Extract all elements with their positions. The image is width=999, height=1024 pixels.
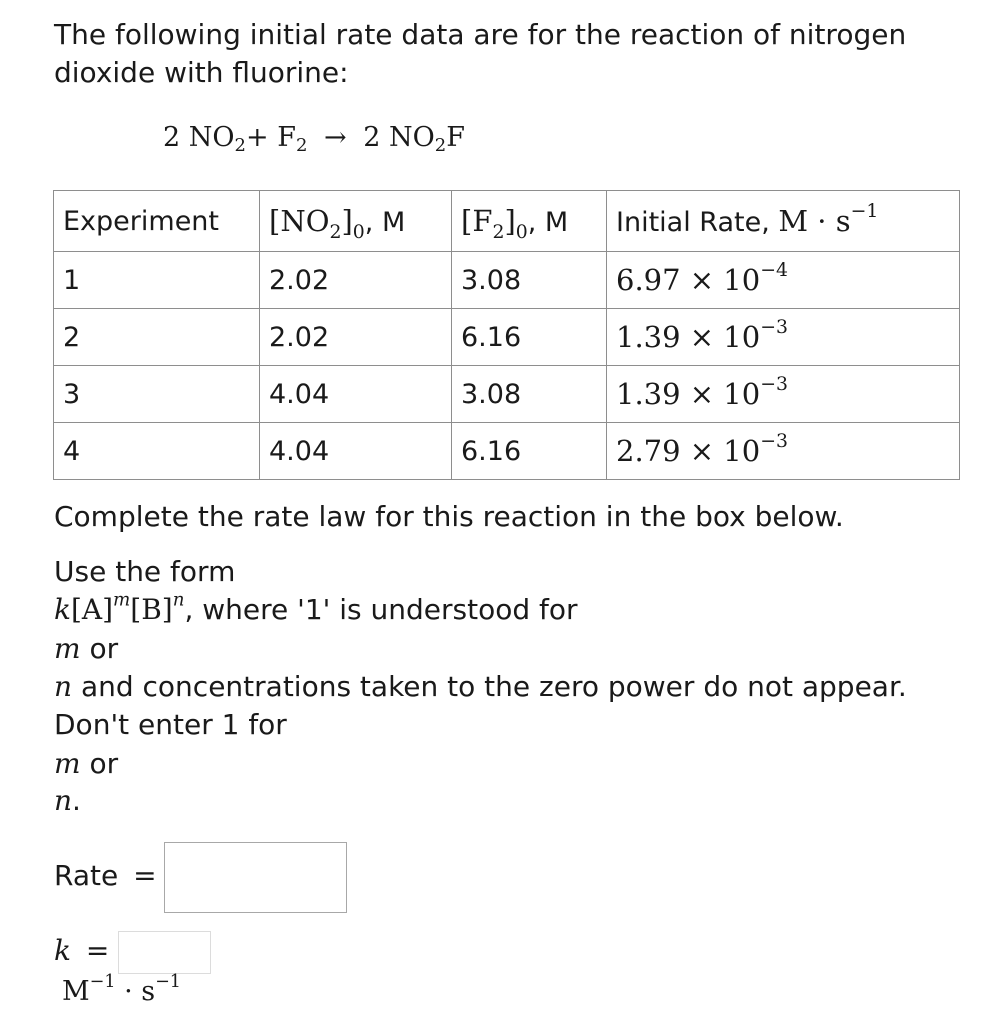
cell-f2: 6.16 [452,309,607,366]
reactant-no2: NO [188,122,235,153]
unit-dot: · [115,976,142,1007]
rate-mantissa: 6.97 × 10 [616,263,761,297]
var-n: n [54,670,73,703]
subscript: 2 [329,221,342,243]
rate-mantissa: 1.39 × 10 [616,320,761,354]
instruction-text: . [72,784,81,817]
cell-rate [607,423,960,480]
rate-exponent: −3 [760,430,788,452]
form-b: [B] [130,593,173,626]
k-units [62,971,181,1007]
header-text: ] [504,204,516,238]
superscript: −1 [850,200,879,222]
table-row [54,309,960,366]
product-no2f: NO [389,122,435,153]
intro-text: The following initial rate data are for the reaction of nitrogen dioxide with fluorine: [54,18,907,89]
instruction-text: , where '1' is understood for [184,593,578,626]
form-n: n [172,589,185,611]
subscript: 2 [234,135,246,156]
rate-label: Rate [54,859,119,892]
header-text: [NO [269,204,330,238]
cell-f2: 3.08 [452,366,607,423]
instruction-n-and [54,668,907,706]
header-no2 [260,191,452,252]
plus-sign: + [246,122,269,153]
cell-no2: 4.04 [260,423,452,480]
subscript: 0 [515,221,528,243]
unit-m-exponent: −1 [89,971,116,992]
subscript: 2 [434,135,447,156]
instruction-text: or [80,632,119,665]
rate-mantissa: 1.39 × 10 [616,377,761,411]
reactant-f2: F [277,122,296,153]
instruction-form-line [54,591,578,629]
cell-rate [607,366,960,423]
rate-exponent: −3 [760,316,788,338]
form-a: [A] [70,593,114,626]
rate-law-input[interactable] [164,842,347,913]
header-text: Initial Rate, [616,207,779,238]
unit-m: M [62,976,90,1007]
form-m: m [113,589,131,611]
instruction-m-or-2 [54,745,118,783]
instruction-text: or [80,747,119,780]
instruction-text: and concentrations taken to the zero power do not appear. [72,670,907,703]
var-m: m [54,632,81,665]
subscript: 2 [492,221,505,243]
header-experiment: Experiment [54,191,260,252]
table-row [54,252,960,309]
cell-experiment: 3 [54,366,260,423]
cell-f2: 3.08 [452,252,607,309]
form-k: k [54,593,71,626]
header-text: [F [461,204,493,238]
k-label: k [54,934,71,967]
subscript: 2 [295,135,308,156]
coefficient: 2 [363,122,381,153]
product-tail: F [446,122,465,153]
rate-exponent: −3 [760,373,788,395]
header-unit: M · s [778,204,851,238]
table-row [54,366,960,423]
cell-rate [607,309,960,366]
instruction-dont-enter: Don't enter 1 for [54,708,287,741]
cell-no2: 4.04 [260,366,452,423]
rate-label-group [54,857,157,895]
table-header-row [54,191,960,252]
k-label-group [54,932,109,970]
cell-no2: 2.02 [260,309,452,366]
rate-exponent: −4 [760,259,788,281]
rate-mantissa: 2.79 × 10 [616,434,761,468]
cell-no2: 2.02 [260,252,452,309]
rate-constant-input[interactable] [118,931,211,974]
header-unit: , M [364,207,406,238]
cell-f2: 6.16 [452,423,607,480]
cell-experiment: 4 [54,423,260,480]
instruction-complete: Complete the rate law for this reaction in the box below. [54,500,844,533]
cell-experiment: 1 [54,252,260,309]
instruction-n-period [54,782,81,820]
var-n: n [54,784,73,817]
cell-rate [607,252,960,309]
cell-experiment: 2 [54,309,260,366]
unit-s: s [141,976,156,1007]
table-row [54,423,960,480]
subscript: 0 [352,221,365,243]
unit-s-exponent: −1 [155,971,181,992]
instruction-use-form: Use the form [54,555,236,588]
coefficient: 2 [163,122,181,153]
header-text: ] [341,204,353,238]
instruction-m-or [54,630,118,668]
header-initial-rate [607,191,960,252]
equals-sign: = [133,859,157,892]
rate-data-table [53,190,960,480]
equals-sign: = [85,934,110,967]
header-unit: , M [527,207,569,238]
reaction-equation [163,122,465,156]
var-m: m [54,747,81,780]
header-f2 [452,191,607,252]
reaction-arrow-icon: → [324,122,347,153]
